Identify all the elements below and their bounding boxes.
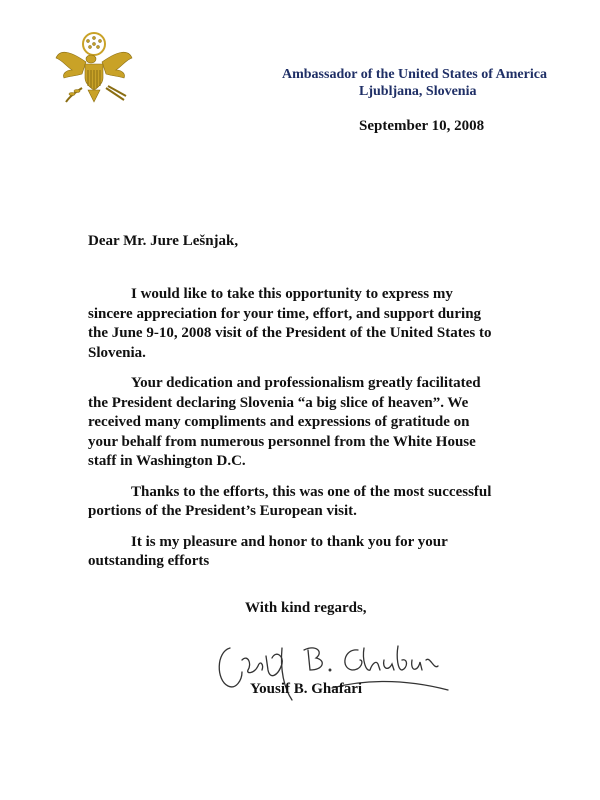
line: I would like to take this opportunity to express my [131, 286, 453, 302]
paragraph [88, 285, 558, 363]
line: Slovenia. [88, 344, 146, 361]
letterhead [282, 66, 547, 100]
line: the June 9-10, 2008 visit of the President of the United States to [88, 325, 492, 341]
paragraph [88, 533, 558, 572]
paragraph [88, 483, 558, 522]
line: sincere appreciation for your time, effort, and support during [88, 305, 482, 322]
line: portions of the President’s European visit. [88, 503, 357, 519]
signer-name: Yousif B. Ghafari [250, 681, 363, 697]
line: staff in Washington D.C. [88, 453, 246, 469]
salutation: Dear Mr. Jure Lešnjak, [88, 233, 239, 249]
line: outstanding efforts [88, 553, 210, 569]
great-seal-icon [52, 30, 136, 108]
line: received many compliments and expressions of gratitude on [88, 414, 470, 430]
letterhead-title: Ambassador of the United States of America [282, 67, 547, 82]
letterhead-location: Ljubljana, Slovenia [359, 84, 477, 99]
line: It is my pleasure and honor to thank you for your [131, 533, 448, 550]
paragraph [88, 374, 558, 472]
letter-date: September 10, 2008 [359, 118, 485, 134]
line: the President declaring Slovenia “a big slice of heaven”. We [88, 394, 469, 411]
letter-body [88, 285, 558, 583]
handwritten-signature [212, 630, 452, 710]
line: Your dedication and professionalism greatly facilitated [131, 375, 481, 391]
line: your behalf from numerous personnel from the White House [88, 433, 476, 450]
closing: With kind regards, [245, 600, 367, 616]
line: Thanks to the efforts, this was one of the most successful [131, 483, 492, 500]
